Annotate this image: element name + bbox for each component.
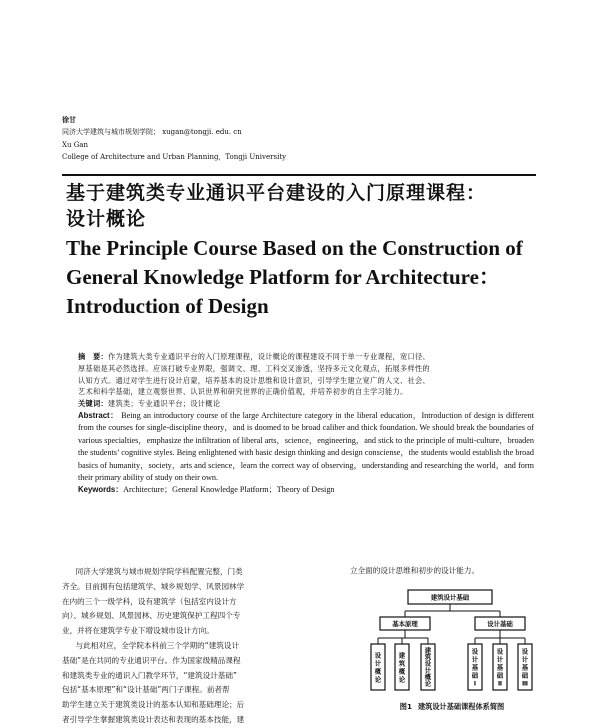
body-right-column <box>350 565 550 576</box>
keywords-cn <box>78 398 534 410</box>
body-line: 包括“基本原理”和“设计基础”两门子课程。前者帮 <box>62 685 230 695</box>
diagram-root-label: 建筑设计基础 <box>430 593 470 602</box>
diagram-leaf-label: 设计基础 Ⅱ <box>496 647 504 688</box>
diagram-leaf-label: 设计基础 Ⅰ <box>471 647 479 688</box>
keywords-en <box>78 484 534 496</box>
abstract-cn-line: 认知方式。通过对学生进行设计启蒙，培养基本的设计思维和设计意识，引导学生建立宽广的人文、社会、 <box>78 375 430 385</box>
body-right-line: 立全面的设计思维和初步的设计能力。 <box>350 566 480 575</box>
diagram-edge <box>405 604 500 617</box>
body-paragraph <box>62 639 300 728</box>
abstract-cn-label: 摘 要： <box>78 352 108 361</box>
title-cn <box>66 180 486 232</box>
keywords-en-label: Keywords： <box>78 485 124 495</box>
abstract-cn <box>78 351 534 398</box>
figure-caption <box>362 702 542 712</box>
diagram-leaf-label: 设计基础 Ⅲ <box>521 647 529 688</box>
diagram-branch-left-label: 基本原理 <box>392 620 418 628</box>
abstract-en-label: Abstract： <box>78 410 119 420</box>
abstract-cn-line: 艺术和科学基础，建立观察世界、认识世界和研究世界的正确价值观，并培养初步的自主学习能力。 <box>78 387 408 397</box>
diagram-branch-right-label: 设计基础 <box>487 620 513 628</box>
body-line: 与此相对应，全学院本科前三个学期的“建筑设计 <box>75 640 240 650</box>
author-affiliation-en: College of Architecture and Urban Planning，Tongji University <box>62 153 287 162</box>
body-line: 业，并将在建筑学专业下增设城市设计方向。 <box>62 626 214 636</box>
diagram-edge <box>475 630 525 644</box>
body-line: 齐全。目前拥有包括建筑学、城乡规划学、风景园林学 <box>62 581 245 591</box>
figure-caption-number: 图1 <box>399 702 412 711</box>
body-line: 助学生建立关于建筑类设计的基本认知和基础理论；后 <box>62 700 245 710</box>
keywords-cn-label: 关键词： <box>78 399 108 409</box>
title-en-line: The Principle Course Based on the Construction of <box>66 236 523 260</box>
keywords-cn-text: 建筑类；专业通识平台；设计概论 <box>107 399 221 409</box>
abstract-en-text: Being an introductory course of the large Architecture category in the liberal education，Introduction of design is different from the courses for single-discipline theory，and is doomed to be broad caliber and thick foundation. We should break the boundaries of various specialties，emphasize the infiltration of liberal arts，science，engineering，and stick to the principle of multi-culture，broaden the students’ cognitive styles. Being enlightened with basic design thinking and design consciense，the students would establish the broad basics of humanity，society，arts and science，learn the correct way of observing，understanding and researching the world，and form their primary ability of study on their own. <box>78 410 534 483</box>
diagram-leaf-label: 建筑设计概论 <box>424 646 432 688</box>
course-structure-diagram <box>350 584 550 702</box>
author-name-cn: 徐甘 <box>62 115 76 124</box>
title-en <box>66 234 523 321</box>
abstract-cn-line: 厚基础是其必然选择。应该打破专业界限，强调文、理、工科交叉渗透，坚持多元文化观点，拓展多样性的 <box>78 363 430 373</box>
figure-caption-text: 建筑设计基础课程体系简图 <box>417 702 505 711</box>
body-paragraph <box>62 565 300 639</box>
diagram-leaves <box>371 644 532 690</box>
diagram-svg <box>350 584 550 702</box>
body-line: 和建筑类专业的通识入门教学环节，“建筑设计基础” <box>62 670 237 680</box>
body-line: 向）、城乡规划、风景园林、历史建筑保护工程四个专 <box>62 611 241 621</box>
title-rule <box>62 174 536 176</box>
body-line: 基础”是在共同的专业通识平台。作为国家级精品课程 <box>62 655 241 665</box>
diagram-leaf-label: 建筑概论 <box>398 651 406 684</box>
diagram-leaf-label: 设计概论 <box>374 651 382 684</box>
keywords-en-text: Architecture；General Knowledge Platform；Theory of Design <box>123 485 335 495</box>
title-en-line: General Knowledge Platform for Architecture： <box>66 265 500 289</box>
body-line: 在内的三个一级学科，设有建筑学（包括室内设计方 <box>62 596 237 606</box>
title-cn-line: 设计概论 <box>66 208 147 230</box>
diagram-edge <box>378 630 428 644</box>
body-line: 同济大学建筑与城市规划学院学科配置完整，门类 <box>75 567 243 576</box>
author-affiliation-cn: 同济大学建筑与城市规划学院； xugan@tongji. edu. cn <box>62 128 242 137</box>
title-en-line: Introduction of Design <box>66 294 269 318</box>
abstract-cn-line: 作为建筑大类专业通识平台的入门原理课程，设计概论的课程建设不同于单一专业课程，宽口径、 <box>107 352 430 361</box>
abstract-section <box>78 351 534 497</box>
body-line: 者引导学生掌握建筑类设计表达和表现的基本技能，建 <box>62 714 245 724</box>
author-block <box>62 114 286 164</box>
author-name-en: Xu Gan <box>62 140 88 149</box>
title-cn-line: 基于建筑类专业通识平台建设的入门原理课程： <box>66 182 487 204</box>
body-left-column <box>62 565 300 728</box>
abstract-en <box>78 410 534 484</box>
